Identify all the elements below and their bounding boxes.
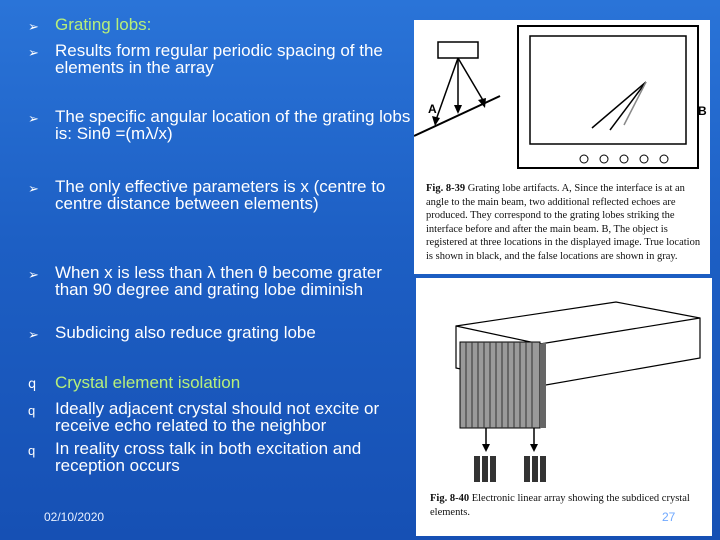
bullet-grating-lobs bbox=[28, 16, 413, 35]
bullet-text: Results form regular periodic spacing of the elements in the array bbox=[55, 41, 383, 77]
bullet-effective-parameter bbox=[28, 178, 413, 212]
bullet-text: The specific angular location of the grating lobs is: Sinθ =(mλ/x) bbox=[55, 107, 411, 143]
caption-text: Grating lobe artifacts. A, Since the interface is at an angle to the main beam, two additional reflected echoes are produced. They correspond to the grating lobes striking the interface before and after the main beam. B, The object is registered at three locations in the displayed image. True location is shown in black, and the false locations are shown in gray. bbox=[426, 183, 701, 262]
square-bullet-icon: q bbox=[28, 377, 37, 392]
bullet-subdicing bbox=[28, 324, 413, 343]
caption-text: Electronic linear array showing the subdiced crystal elements. bbox=[430, 493, 690, 518]
bullet-text: Grating lobs bbox=[55, 15, 147, 34]
bullet-text: Subdicing also reduce grating lobe bbox=[55, 323, 316, 342]
arrow-bullet-icon: ➢ bbox=[28, 19, 39, 34]
arrow-bullet-icon: ➢ bbox=[28, 181, 39, 196]
bullet-angular-location bbox=[28, 108, 413, 142]
arrow-bullet-icon: ➢ bbox=[28, 327, 39, 342]
figure-number: Fig. 8-40 bbox=[430, 493, 470, 504]
arrow-bullet-icon: ➢ bbox=[28, 111, 39, 126]
square-bullet-icon: q bbox=[28, 443, 36, 458]
figure-linear-array bbox=[416, 278, 712, 536]
page-number: 27 bbox=[662, 510, 676, 524]
bullet-lambda-condition bbox=[28, 264, 413, 298]
bullet-crystal-isolation bbox=[28, 374, 413, 393]
bullet-adjacent-crystal bbox=[28, 400, 413, 434]
bullet-suffix: : bbox=[146, 15, 152, 34]
bullet-text: When x is less than λ then θ become grater than 90 degree and grating lobe diminish bbox=[55, 263, 382, 299]
bullet-text: Crystal element isolation bbox=[55, 373, 241, 392]
arrow-bullet-icon: ➢ bbox=[28, 267, 39, 282]
arrow-bullet-icon: ➢ bbox=[28, 45, 39, 60]
bullet-cross-talk bbox=[28, 440, 413, 474]
bullet-periodic-spacing bbox=[28, 42, 413, 76]
footer-date: 02/10/2020 bbox=[44, 510, 105, 524]
figure-caption bbox=[426, 182, 704, 263]
panel-label-a: A bbox=[428, 102, 437, 116]
square-bullet-icon: q bbox=[28, 403, 36, 418]
crystal-elements-front bbox=[460, 342, 540, 428]
figure-number: Fig. 8-39 bbox=[426, 183, 466, 194]
bullet-text: In reality cross talk in both excitation and reception occurs bbox=[55, 439, 362, 475]
panel-label-b: B bbox=[698, 104, 707, 118]
figure-grating-lobe-artifacts bbox=[414, 20, 710, 274]
bullet-text: Ideally adjacent crystal should not excite or receive echo related to the neighbor bbox=[55, 399, 380, 435]
bullet-text: The only effective parameters is x (centre to centre distance between elements) bbox=[55, 177, 386, 213]
